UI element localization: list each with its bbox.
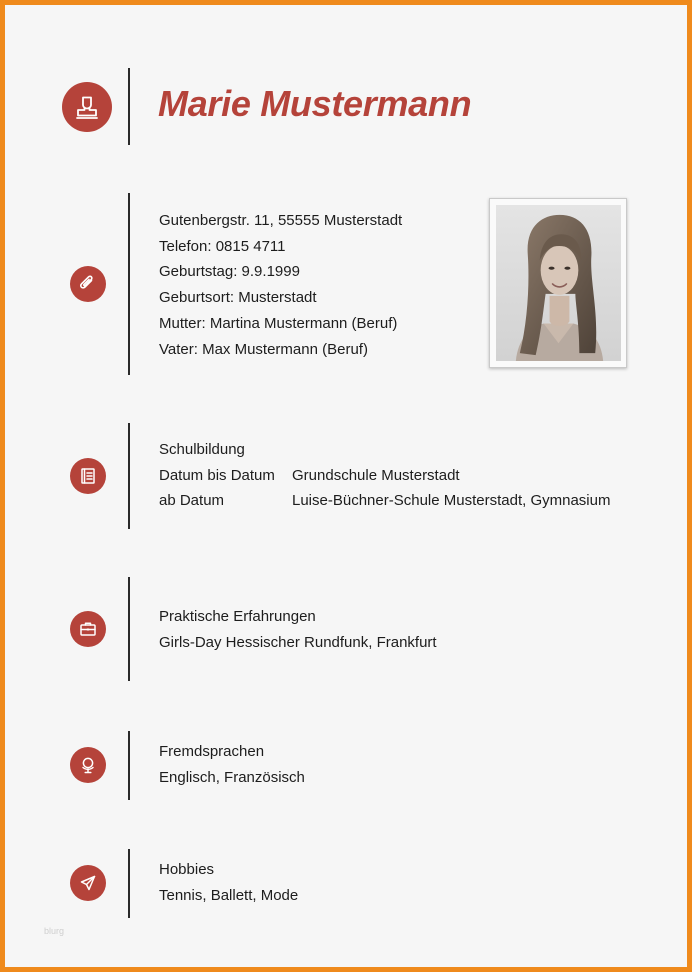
paper-plane-icon <box>78 873 98 893</box>
divider-line <box>128 423 130 529</box>
education-row <box>159 463 610 489</box>
birthplace-text: Geburtsort: Musterstadt <box>159 289 317 307</box>
experience-heading: Praktische Erfahrungen <box>159 608 316 625</box>
divider-line <box>128 193 130 375</box>
hobbies-heading: Hobbies <box>159 861 215 878</box>
mother-text: Mutter: Martina Mustermann (Beruf) <box>159 314 398 332</box>
hobbies-section-badge <box>70 865 106 901</box>
experience-item: Girls-Day Hessischer Rundfunk, Frankfurt <box>159 633 437 651</box>
hobbies-item: Tennis, Ballett, Mode <box>159 886 299 904</box>
birthday-text: Geburtstag: 9.9.1999 <box>159 263 300 281</box>
name-section-badge <box>62 82 112 132</box>
education-section-badge <box>70 458 106 494</box>
notebook-icon <box>78 466 98 486</box>
divider-line <box>128 577 130 681</box>
education-school: Luise-Büchner-Schule Musterstadt, Gymnasium <box>292 492 611 510</box>
personal-section-badge <box>70 266 106 302</box>
portrait-photo <box>489 198 627 368</box>
divider-line <box>128 849 130 918</box>
hobbies-details <box>159 857 298 908</box>
watermark-text: blurg <box>44 926 65 936</box>
globe-icon <box>78 755 98 775</box>
address-text: Gutenbergstr. 11, 55555 Musterstadt <box>159 212 403 229</box>
languages-heading: Fremdsprachen <box>159 743 265 760</box>
education-row <box>159 488 610 514</box>
languages-item: Englisch, Französisch <box>159 768 305 786</box>
divider-line <box>128 68 130 145</box>
personal-details <box>159 208 402 362</box>
education-date: ab Datum <box>159 492 225 510</box>
languages-section-badge <box>70 747 106 783</box>
portrait-image <box>496 205 621 361</box>
paperclip-icon <box>78 274 98 294</box>
father-text: Vater: Max Mustermann (Beruf) <box>159 340 368 358</box>
person-icon <box>73 93 101 121</box>
person-name: Marie Mustermann <box>158 83 472 124</box>
education-date: Datum bis Datum <box>159 466 275 484</box>
briefcase-icon <box>78 619 98 639</box>
education-heading: Schulbildung <box>159 441 245 458</box>
education-school: Grundschule Musterstadt <box>292 466 460 484</box>
divider-line <box>128 731 130 800</box>
experience-details <box>159 604 437 655</box>
phone-text: Telefon: 0815 4711 <box>159 237 286 255</box>
experience-section-badge <box>70 611 106 647</box>
education-details <box>159 437 610 514</box>
languages-details <box>159 739 305 790</box>
